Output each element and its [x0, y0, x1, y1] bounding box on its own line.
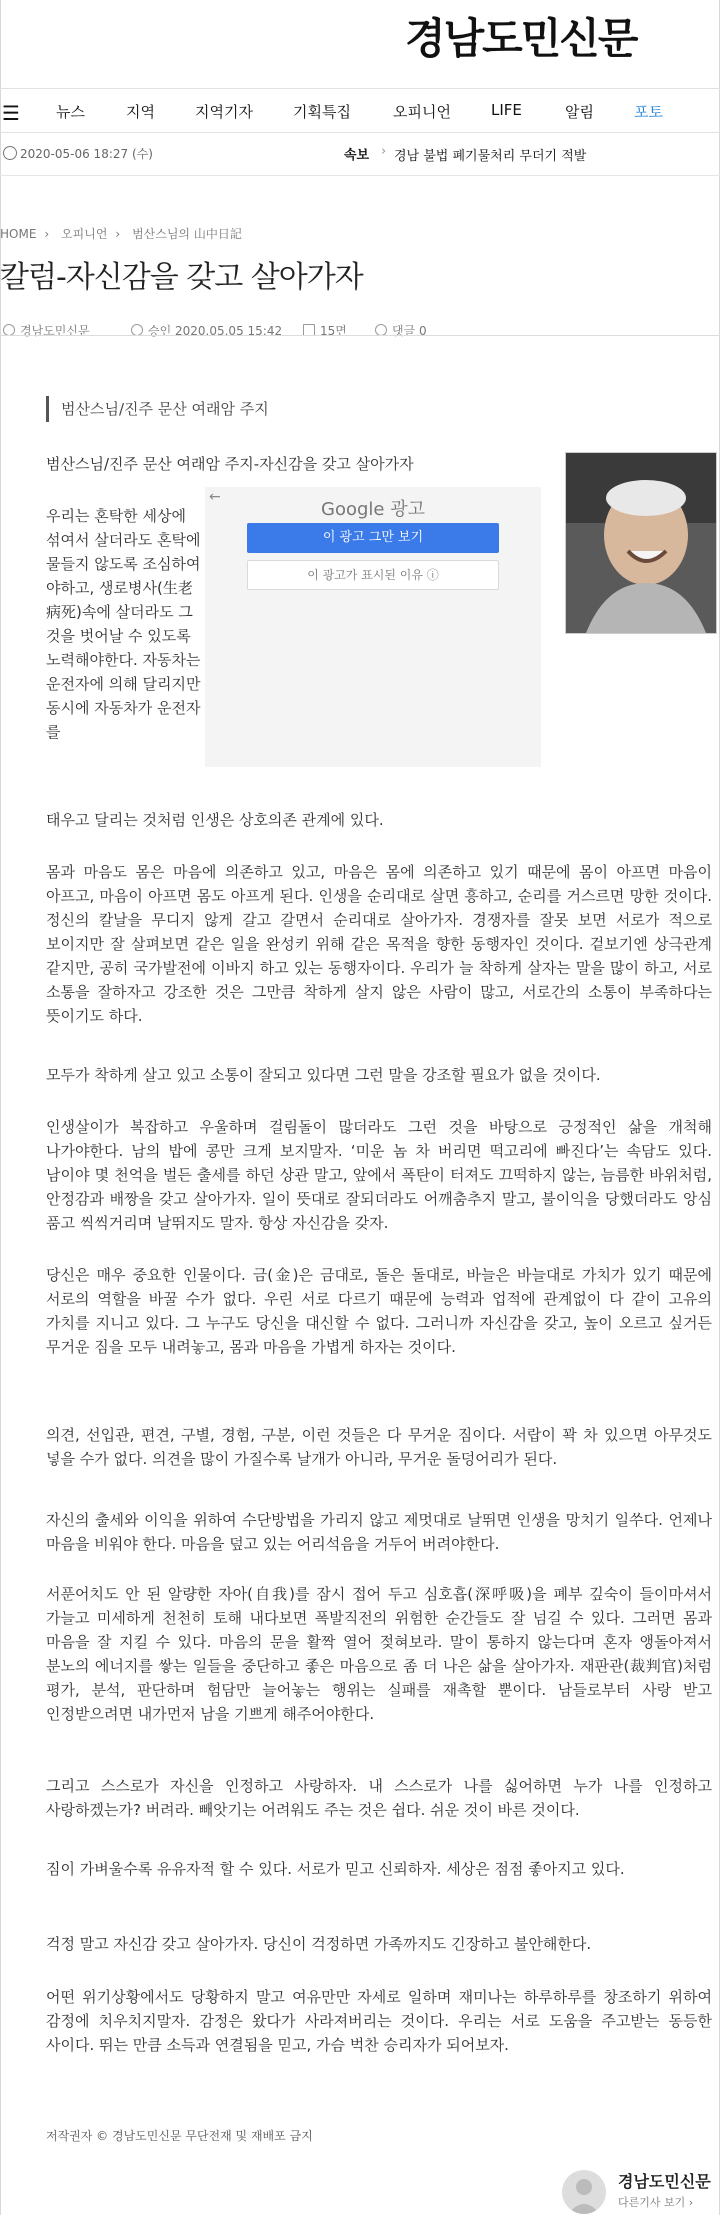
article-paragraph: 몸과 마음도 몸은 마음에 의존하고 있고, 마음은 몸에 의존하고 있기 때문에 몸이 아프면 마음이 아프고, 마음이 아프면 몸도 아프게 된다. 인생을 순리대로 살면 흥하고, 순리를 거스르면 망한 것이다. 정신의 칼날을 무디지 않게 갈고 갈면서 순리대로 살아가자. 경쟁자를 잘못 보면 서로가 적으로 보이지만 잘 살펴보면 같은 일을 완성키 위해 같은 목적을 향한 동행자인 것이다. 겉보기엔 상극관계 같지만, 공히 국가발전에 이바지 하고 있는 동행자이다. 우리가 늘 착하게 살자는 말을 많이 하고, 서로 소통을 잘하자고 강조한 것은 그만큼 착하게 살지 않은 사람이 많고, 서로간의 소통이 부족하다는 뜻이기도 하다. — [46, 863, 712, 1025]
google-ad — [205, 487, 541, 767]
article-paragraph: 당신은 매우 중요한 인물이다. 금(金)은 금대로, 돌은 돌대로, 바늘은 바늘대로 가치가 있기 때문에 서로의 역할을 바꿀 수가 없다. 우린 서로 다르기 때문에 능력과 업적에 관계없이 다 같이 고유의 가치를 지니고 있다. 그 누구도 당신을 대신할 수 없다. 그러니까 자신감을 갖고, 높이 오르고 싶거든 무거운 짐을 모두 내려놓고, 몸과 마음을 가볍게 하자는 것이다. — [46, 1266, 712, 1356]
article-paragraph: 어떤 위기상황에서도 당황하지 말고 여유만만 자세로 일하며 재미나는 하루하루를 창조하기 위하여 감정에 치우치지말자. 감정은 왔다가 사라져버리는 것이다. 우리는 서로 도움을 주고받는 동등한 사이다. 뛰는 만큼 소득과 연결됨을 믿고, 가슴 벅찬 승리자가 되어보자. — [46, 1988, 712, 2054]
article-paragraph: 자신의 출세와 이익을 위하여 수단방법을 가리지 않고 제멋대로 날뛰면 인생을 망치기 일쑤다. 언제나 마음을 비워야 한다. 마음을 덮고 있는 어리석음을 거두어 버려야한다. — [46, 1511, 712, 1553]
breadcrumb-home[interactable]: HOME — [0, 227, 37, 241]
meta-source: 경남도민신문 — [20, 324, 90, 338]
nav-item-news[interactable]: 뉴스 — [56, 103, 85, 121]
site-logo[interactable]: 경남도민신문 — [405, 14, 637, 63]
why-ad-button[interactable]: 이 광고가 표시된 이유 ⓘ — [247, 560, 499, 590]
breadcrumb-opinion[interactable]: 오피니언 — [61, 227, 108, 241]
article-title: 칼럼-자신감을 갖고 살아가자 — [0, 260, 363, 295]
article-paragraph: 모두가 착하게 살고 있고 소통이 잘되고 있다면 그런 말을 강조할 필요가 없을 것이다. — [46, 1066, 601, 1084]
sub-bar — [0, 131, 720, 176]
stop-ad-button[interactable]: 이 광고 그만 보기 — [247, 523, 499, 553]
nav-item-photo[interactable]: 포토 — [634, 103, 663, 121]
hamburger-menu-icon[interactable]: ☰ — [2, 101, 20, 125]
article-paragraph: 걱정 말고 자신감 갖고 살아가자. 당신이 걱정하면 가족까지도 긴장하고 불안해한다. — [46, 1935, 592, 1953]
reporter-avatar[interactable] — [562, 2170, 606, 2214]
meta-approved: 승인 2020.05.05 15:42 — [148, 324, 283, 338]
breadcrumb-column[interactable]: 범산스님의 山中日記 — [132, 227, 242, 241]
article-paragraph: 서푼어치도 안 된 알량한 자아(自我)를 잠시 접어 두고 심호흡(深呼吸)을 폐부 깊숙이 들이마셔서 가늘고 미세하게 천천히 토해 내다보면 폭발직전의 위험한 순간들도 잘 넘길 수 있다. 그러면 몸과 마음을 잘 지킬 수 있다. 마음의 문을 활짝 열어 젖혀보라. 말이 통하지 않는다며 혼자 앵돌아져서 분노의 에너지를 쌓는 일들을 중단하고 좋은 마음으로 좀 더 나은 삶을 살아가자. 재판관(裁判官)처럼 평가, 분석, 판단하며 험담만 늘어놓는 행위는 실패를 재촉할 뿐이다. 남들로부터 사랑 받고 인정받으려면 내가먼저 남을 기쁘게 해주어야한다. — [46, 1585, 712, 1723]
nav-item-features[interactable]: 기획특집 — [293, 103, 351, 121]
clock-icon — [3, 146, 17, 160]
nav-item-opinion[interactable]: 오피니언 — [393, 103, 451, 121]
nav-item-notice[interactable]: 알림 — [565, 103, 594, 121]
more-articles-link[interactable]: 다른기사 보기 › — [618, 2196, 694, 2209]
author-photo — [565, 452, 717, 634]
meta-page: 15면 — [320, 324, 347, 338]
breaking-label: 속보 — [344, 148, 370, 163]
article-paragraph: 의견, 선입관, 편견, 구별, 경험, 구분, 이런 것들은 다 무거운 짐이다. 서랍이 꽉 차 있으면 아무것도 넣을 수가 없다. 의견을 많이 가질수록 날개가 아니라, 무거운 돌덩어리가 된다. — [46, 1426, 712, 1468]
reporter-name: 경남도민신문 — [618, 2172, 711, 2191]
article-paragraph: 그리고 스스로가 자신을 인정하고 사랑하자. 내 스스로가 나를 싫어하면 누가 나를 인정하고 사랑하겠는가? 버려라. 빼앗기는 어려워도 주는 것은 쉽다. 쉬운 것이 바른 것이다. — [46, 1777, 712, 1819]
article-paragraph: 인생살이가 복잡하고 우울하며 걸림돌이 많더라도 그런 것을 바탕으로 긍정적인 삶을 개척해 나가야한다. 남의 밥에 콩만 크게 보지말자. ‘미운 놈 차 버리면 떡고리에 빠진다’는 속담도 있다. 남이야 몇 천억을 벌든 출세를 하던 상관 말고, 앞에서 폭탄이 터져도 끄떡하지 않는, 늠름한 바위처럼, 안정감과 배짱을 갖고 살아가자. 일이 뜻대로 잘되더라도 어깨춤추지 말고, 불이익을 당했더라도 앙심 품고 씩씩거리며 날뛰지도 말자. 항상 자신감을 갖자. — [46, 1118, 712, 1232]
chevron-right-icon: › — [44, 227, 50, 241]
back-arrow-icon[interactable]: ← — [209, 489, 221, 505]
article-lead: 범산스님/진주 문산 여래암 주지-자신감을 갖고 살아가자 — [46, 455, 414, 473]
meta-divider — [0, 335, 720, 336]
byline: 범산스님/진주 문산 여래암 주지 — [46, 396, 269, 422]
ad-brand: Google 광고 — [321, 499, 425, 520]
copyright-notice: 저작권자 © 경남도민신문 무단전재 및 재배포 금지 — [46, 2129, 313, 2143]
article-paragraph: 짐이 가벼울수록 유유자적 할 수 있다. 서로가 믿고 신뢰하자. 세상은 점점 좋아지고 있다. — [46, 1860, 625, 1878]
article-paragraph-intro-end: 태우고 달리는 것처럼 인생은 상호의존 관계에 있다. — [46, 811, 384, 829]
chevron-right-icon: › — [115, 227, 121, 241]
article-paragraph-intro: 우리는 혼탁한 세상에 섞여서 살더라도 혼탁에 물들지 않도록 조심하여야하고, 생로병사(生老病死)속에 살더라도 그것을 벗어날 수 있도록 노력해야한다. 자동차는 운전자에 의해 달리지만 동시에 자동차가 운전자를 — [46, 507, 201, 741]
breaking-headline-link[interactable]: 경남 불법 폐기물처리 무더기 적발 — [394, 149, 587, 164]
nav-item-region-reporter[interactable]: 지역기자 — [195, 103, 253, 121]
current-date: 2020-05-06 18:27 (수) — [20, 147, 153, 161]
nav-item-region[interactable]: 지역 — [126, 103, 155, 121]
breadcrumb — [0, 225, 250, 242]
meta-comments[interactable]: 댓글 0 — [392, 324, 427, 338]
nav-item-life[interactable]: LIFE — [491, 101, 522, 119]
chevron-right-icon: › — [381, 144, 387, 159]
main-nav — [0, 88, 720, 133]
